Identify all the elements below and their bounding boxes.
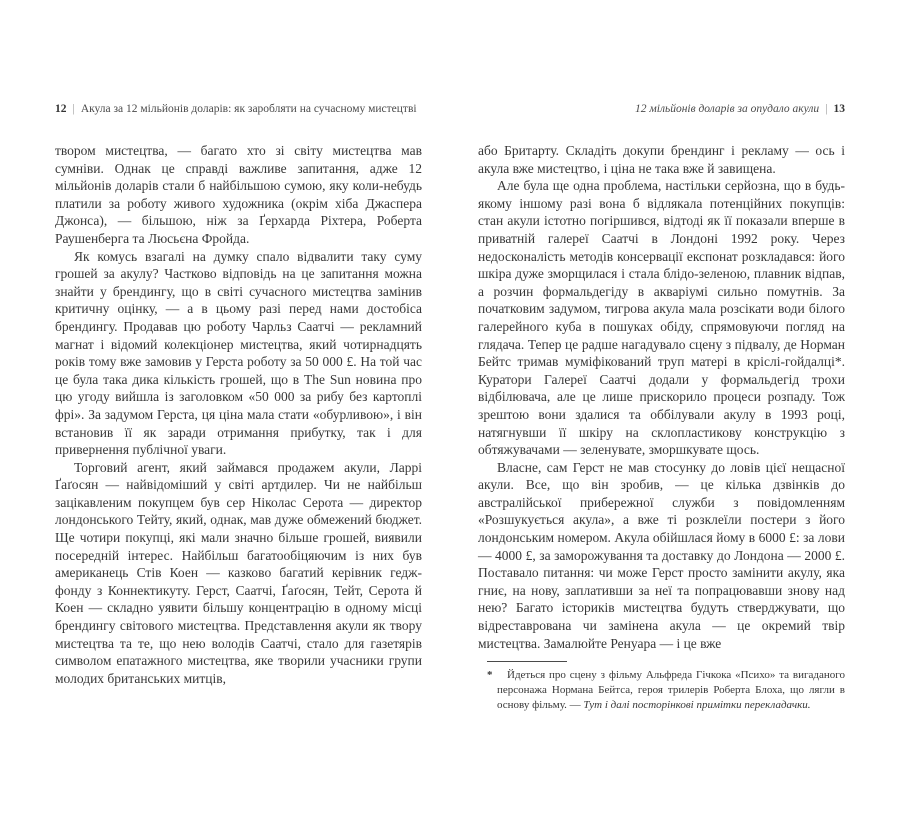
running-head-left	[55, 102, 422, 116]
text-column-right	[478, 142, 845, 652]
footnote-text-italic: Тут і далі посторінкові примітки перекладачки.	[583, 698, 811, 711]
footnote-text-regular: Йдеться про сцену з фільму Альфреда Гічкока «Психо» та вигаданого персонажа Нормана Бейтса, героя трилерів Роберта Блоха, що лягли в основу фільму. —	[497, 669, 845, 711]
running-head-right	[478, 102, 845, 116]
paragraph: Як комусь взагалі на думку спало відвалити таку суму грошей за акулу? Частково відповідь на це запитання можна знайти у брендингу, що в світі сучасного мистецтва замінив критичну оцінку, — а в цьому разі перед нами достобіса брендингу. Продавав цю роботу Чарльз Саатчі — рекламний магнат і відомий колекціонер мистецтва, який чотирнадцять років тому вже замовив у Герста роботу за 50 000 £. На той час це була така дика кількість грошей, що в The Sun новина про цю угоду вийшла із заголовком «50 000 за рибу без картоплі фрі». За задумом Герста, ця ціна мала стати «обурливою», і він встановив її як заради отримання прибутку, так і для привернення публічної уваги.	[55, 248, 422, 458]
header-separator: |	[825, 103, 828, 115]
footnote-text	[478, 668, 845, 712]
footnote-rule	[487, 661, 567, 662]
paragraph: Але була ще одна проблема, настільки серйозна, що в будь-якому іншому разі вона б відлякала потенційних покупців: стан акули істотно погіршився, відтоді як її показали вперше в приватній галереї Саатчі в Лондоні 1992 року. Через недосконалість методів консервації експонат розкладався: його шкіра дуже зморщилася і стала блідо-зеленою, плавник відпав, а розчин формальдегіду в акваріумі сильно помутнів. За початковим задумом, тигрова акула мала розсікати води білого галерейного куба в пошуках обіду, спрямовуючи погляд на глядача. Тепер це радше нагадувало сцену з підвалу, де Норман Бейтс тримав муміфікований труп матері в кріслі-гойдалці*. Куратори Галереї Саатчі додали у формальдегід трохи відбілювача, але це лише прискорило процеси розпаду. Тож зрештою вони здалися та оббілували акулу в 1993 році, натягнувши її шкіру на склопластикову конструкцію з обтяжувачами — зеленувате, зморшкувате щось.	[478, 178, 845, 458]
text-column-left	[55, 142, 422, 687]
footnote-marker: *	[487, 669, 493, 682]
page-right	[450, 0, 900, 817]
paragraph: Власне, сам Герст не мав стосунку до ловів цієї нещасної акули. Все, що він зробив, — це кілька дзвінків до австралійської прибережної служби з повідомленням «Розшукується акула», а вже ті розклеїли постери з його лондонським номером. Акула обійшлася йому в 6000 £: за лови — 4000 £, за заморожування та доставку до Лондона — 2000 £. Поставало питання: чи може Герст просто замінити акулу, яка гниє, на нову, заплативши за неї та попрацювавши знову над нею? Багато істориків мистецтва будуть стверджувати, що відреставрована чи замінена акула — це окремий твір мистецтва. Замалюйте Ренуара — і це вже	[478, 459, 845, 651]
running-head-left-title: Акула за 12 мільйонів доларів: як заробляти на сучасному мистецтві	[80, 103, 417, 115]
page-number-right: 13	[833, 103, 845, 115]
footnote	[478, 661, 845, 712]
paragraph: твором мистецтва, — багато хто зі світу мистецтва мав сумніви. Однак це справді важливе запитання, адже 12 мільйонів доларів стали б найбільшою сумою, яку коли-небудь платили за роботу живого художника (окрім хіба Джаспера Джонса), — більшою, ніж за Ґерхарда Ріхтера, Роберта Раушенберга та Люсьєна Фройда.	[55, 143, 422, 246]
running-head-right-title: 12 мільйонів доларів за опудало акули	[635, 103, 820, 115]
paragraph: Торговий агент, який займався продажем акули, Ларрі Ґаґосян — найвідоміший у світі артдилер. Чи не найбільш зацікавленим покупцем був сер Ніколас Серота — директор лондонського Тейту, який, однак, мав дуже обмежений бюджет. Ще чотири покупці, які мали значно більше грошей, виявили посередній інтерес. Найбільш багатообіцяючим із них був американець Стів Коен — казково багатий керівник гедж-фонду з Коннектикуту. Герст, Саатчі, Ґаґосян, Тейт, Серота й Коен — складно уявити більшу концентрацію в одному місці брендингу світового мистецтва. Представлення акули як твору мистецтва та те, що нею володів Саатчі, стало для газетярів символом епатажного мистецтва, яке творили учасники групи молодих британських митців,	[55, 459, 422, 686]
header-separator: |	[72, 103, 75, 115]
page-number-left: 12	[55, 103, 67, 115]
paragraph: або Бритарту. Складіть докупи брендинг і рекламу — ось і акула вже мистецтво, і ціна не така вже й завищена.	[478, 143, 845, 176]
